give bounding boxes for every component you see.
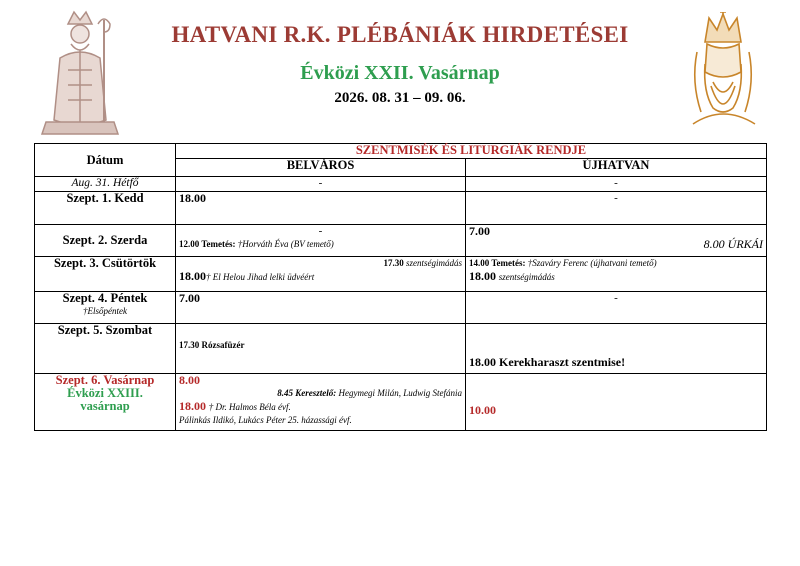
table-row <box>35 374 767 431</box>
belv-sep6 <box>176 374 466 431</box>
day-sep3: Szept. 3. Csütörtök <box>35 257 176 292</box>
ujh-sep2-extra: 8.00 ÚRKÁI <box>703 237 763 251</box>
table-row <box>35 225 767 257</box>
belv-sep5-text: 17.30 Rózsafüzér <box>179 340 245 350</box>
belv-sep1: 18.00 <box>176 192 466 225</box>
belv-sep6-time1: 8.00 <box>179 373 200 387</box>
belv-sep6-text3: Pálinkás Ildikó, Lukács Péter 25. házassági évf. <box>179 415 352 425</box>
header-date: Dátum <box>35 144 176 177</box>
belv-sep3 <box>176 257 466 292</box>
belv-sep6-bapt-label: 8.45 Keresztelő: <box>277 388 337 398</box>
table-row <box>35 324 767 374</box>
table-row <box>35 192 767 225</box>
day-sep4-label: Szept. 4. Péntek <box>62 291 148 305</box>
ujh-sep4: - <box>466 292 767 324</box>
table-row <box>35 177 767 192</box>
ujh-sep3-top-time: 14.00 Temetés: <box>469 258 526 268</box>
ujh-sep6 <box>466 374 767 431</box>
table-row <box>35 257 767 292</box>
belv-aug31: - <box>176 177 466 192</box>
day-sep6-line3: vasárnap <box>80 399 130 413</box>
belv-sep3-top-text: szentségimádás <box>406 258 462 268</box>
ujh-sep6-time: 10.00 <box>469 403 496 417</box>
day-sep6-line1: Szept. 6. Vasárnap <box>55 373 155 387</box>
belv-sep4: 7.00 <box>176 292 466 324</box>
day-sep1: Szept. 1. Kedd <box>35 192 176 225</box>
ujh-sep1: - <box>466 192 767 225</box>
belv-sep2-dash: - <box>318 225 323 237</box>
day-aug31: Aug. 31. Hétfő <box>35 177 176 192</box>
ujh-sep5-text: 18.00 Kerekharaszt szentmise! <box>469 355 626 369</box>
belv-sep2-text: †Horváth Éva (BV temető) <box>237 239 334 249</box>
ujh-aug31: - <box>466 177 767 192</box>
belv-sep3-text: † El Helou Jihad lelki üdvéért <box>206 272 315 282</box>
day-sep4 <box>35 292 176 324</box>
belv-sep3-top-time: 17.30 <box>383 258 404 268</box>
belv-sep6-time2: 18.00 <box>179 399 206 413</box>
day-sep6 <box>35 374 176 431</box>
belv-sep2-time: 12.00 Temetés: <box>179 239 236 249</box>
page-subtitle: Évközi XXII. Vasárnap <box>300 62 500 84</box>
header-ujhatvan: ÚJHATVAN <box>466 159 767 177</box>
day-sep2: Szept. 2. Szerda <box>35 225 176 257</box>
ujh-sep2-time: 7.00 <box>469 224 490 238</box>
ujh-sep3 <box>466 257 767 292</box>
ujh-sep2 <box>466 225 767 257</box>
belv-sep3-time: 18.00 <box>179 269 206 283</box>
ujh-sep5 <box>466 324 767 374</box>
header-group: SZENTMISÉK ÉS LITURGIÁK RENDJE <box>176 144 767 159</box>
day-sep5: Szept. 5. Szombat <box>35 324 176 374</box>
table-row <box>35 292 767 324</box>
page-title: HATVANI R.K. PLÉBÁNIÁK HIRDETÉSEI <box>171 22 629 47</box>
ujh-sep3-time: 18.00 <box>469 269 496 283</box>
belv-sep5 <box>176 324 466 374</box>
date-range: 2026. 08. 31 – 09. 06. <box>334 90 466 106</box>
day-sep4-note: †Elsőpéntek <box>83 306 127 316</box>
belv-sep2 <box>176 225 466 257</box>
ujh-sep3-text: szentségimádás <box>498 272 555 282</box>
belv-sep6-bapt-names: Hegymegi Milán, Ludwig Stefánia <box>338 388 462 398</box>
schedule-table <box>34 143 767 431</box>
ujh-sep3-top-text: †Szaváry Ferenc (újhatvani temető) <box>527 258 657 268</box>
header-belvaros: BELVÁROS <box>176 159 466 177</box>
belv-sep6-text2: † Dr. Halmos Béla évf. <box>208 402 291 412</box>
day-sep6-line2: Évközi XXIII. <box>67 386 143 400</box>
